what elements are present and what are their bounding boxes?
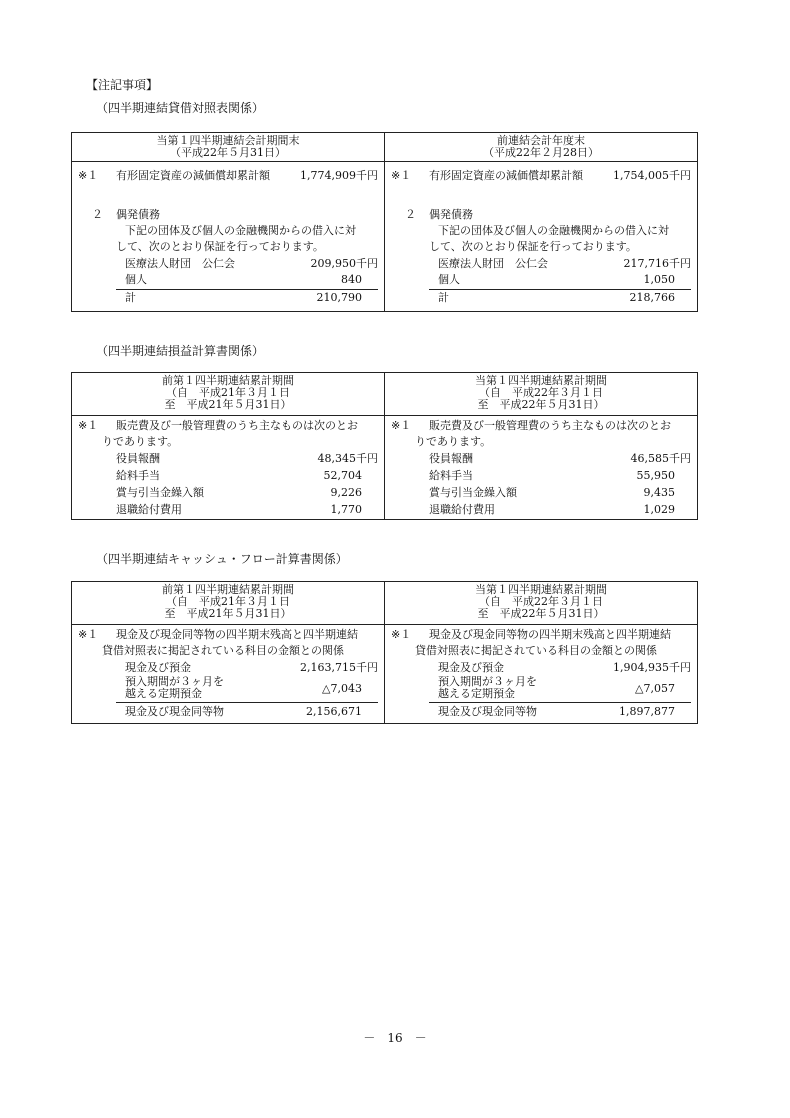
bs-left-sum-rule [116, 289, 378, 290]
bs-left-header-line1: 当第１四半期連結会計期間末 [156, 134, 300, 147]
bs-left-row-value: 210,790 [316, 291, 362, 304]
pl-right-header-line1: 当第１四半期連結累計期間 [475, 374, 607, 387]
pl-left-row-label: 退職給付費用 [116, 503, 182, 516]
bs-right-row-value: 218,766 [629, 291, 675, 304]
pl-right-desc1: 販売費及び一般管理費のうち主なものは次のとお [429, 419, 671, 432]
cf-right-mark: ※１ [391, 628, 412, 641]
cf-right-header-line3: 至 平成22年５月31日） [477, 607, 605, 620]
pl-right-header [385, 373, 698, 416]
pl-notes-table [71, 372, 698, 520]
pl-left-row-label: 賞与引当金繰入額 [116, 486, 204, 499]
cf-right-desc1: 現金及び現金同等物の四半期末残高と四半期連結 [429, 628, 671, 641]
bs-right-sum-rule [429, 289, 691, 290]
cf-section-title: （四半期連結キャッシュ・フロー計算書関係） [96, 552, 348, 566]
bs-left-note1-text: 有形固定資産の減価償却累計額 [116, 169, 270, 182]
cf-right-deposit-label2: 越える定期預金 [438, 687, 515, 700]
pl-right-row-value: 9,435 [643, 486, 675, 499]
bs-section-title: （四半期連結貸借対照表関係） [96, 101, 265, 115]
pl-right-row-label: 役員報酬 [429, 452, 473, 465]
cf-right-header-line1: 当第１四半期連結累計期間 [475, 583, 607, 596]
bs-left-header [72, 133, 385, 162]
pl-right-row-value: 1,029 [643, 503, 675, 516]
cf-right-total-value: 1,897,877 [619, 705, 675, 718]
bs-left-note2-desc1: 下記の団体及び個人の金融機関からの借入に対 [125, 224, 356, 237]
bs-right-row-value: 217,716千円 [623, 257, 691, 270]
pl-left-row-label: 給料手当 [116, 469, 160, 482]
pl-left-header [72, 373, 385, 416]
cf-left-deposit-value: △7,043 [322, 682, 362, 695]
pl-section-title: （四半期連結損益計算書関係） [96, 344, 265, 358]
cf-right-total-label: 現金及び現金同等物 [438, 705, 537, 718]
cf-right-desc2: 貸借対照表に掲記されている科目の金額との関係 [415, 644, 657, 657]
pl-right-mark: ※１ [391, 419, 412, 432]
pl-left-mark: ※１ [78, 419, 99, 432]
pl-left-row-value: 52,704 [323, 469, 362, 482]
cf-right-header [385, 582, 698, 625]
cf-left-deposit-label2: 越える定期預金 [125, 687, 202, 700]
pl-left-header-line3: 至 平成21年５月31日） [164, 398, 292, 411]
pl-left-header-line2: （自 平成21年３月１日 [166, 386, 290, 399]
cf-right-cash-value: 1,904,935千円 [613, 661, 691, 674]
bs-right-note2-title: 偶発債務 [429, 208, 473, 221]
bs-left-row-value: 840 [341, 273, 362, 286]
pl-left-row-value: 48,345千円 [317, 452, 378, 465]
pl-right-body [385, 416, 698, 520]
pl-right-row-label: 退職給付費用 [429, 503, 495, 516]
bs-right-header [385, 133, 698, 162]
bs-right-note1-text: 有形固定資産の減価償却累計額 [429, 169, 583, 182]
cf-right-deposit-label1: 預入期間が３ヶ月を [438, 675, 537, 688]
bs-right-note1-mark: ※１ [391, 169, 412, 182]
pl-left-desc1: 販売費及び一般管理費のうち主なものは次のとお [116, 419, 358, 432]
bs-right-body [385, 162, 698, 312]
pl-right-header-line2: （自 平成22年３月１日 [479, 386, 603, 399]
bs-right-row-label: 個人 [438, 273, 460, 286]
bs-notes-table [71, 132, 698, 312]
cf-left-body [72, 625, 385, 724]
cf-left-header-line2: （自 平成21年３月１日 [166, 595, 290, 608]
bs-left-header-line2: （平成22年５月31日） [170, 146, 286, 159]
pl-right-desc2: りであります。 [415, 435, 492, 448]
bs-right-header-line2: （平成22年２月28日） [483, 146, 599, 159]
notes-heading: 【注記事項】 [86, 78, 159, 92]
pl-right-row-value: 46,585千円 [630, 452, 691, 465]
cf-left-desc2: 貸借対照表に掲記されている科目の金額との関係 [102, 644, 344, 657]
bs-left-note1-mark: ※１ [78, 169, 99, 182]
bs-left-row-label: 個人 [125, 273, 147, 286]
cf-right-cash-label: 現金及び預金 [438, 661, 504, 674]
bs-left-row-label: 計 [125, 291, 136, 304]
cf-right-deposit-value: △7,057 [635, 682, 675, 695]
cf-left-total-label: 現金及び現金同等物 [125, 705, 224, 718]
cf-left-desc1: 現金及び現金同等物の四半期末残高と四半期連結 [116, 628, 358, 641]
bs-right-note2-mark: ２ [405, 208, 416, 221]
cf-left-sum-rule [116, 702, 378, 703]
bs-right-header-line1: 前連結会計年度末 [497, 134, 585, 147]
bs-right-row-value: 1,050 [643, 273, 675, 286]
cf-right-header-line2: （自 平成22年３月１日 [479, 595, 603, 608]
pl-left-row-value: 1,770 [330, 503, 362, 516]
cf-left-total-value: 2,156,671 [306, 705, 362, 718]
pl-right-row-label: 給料手当 [429, 469, 473, 482]
pl-left-row-value: 9,226 [330, 486, 362, 499]
pl-right-header-line3: 至 平成22年５月31日） [477, 398, 605, 411]
bs-left-note2-mark: ２ [92, 208, 103, 221]
pl-right-row-label: 賞与引当金繰入額 [429, 486, 517, 499]
page-number: － 16 － [363, 1031, 427, 1045]
cf-left-mark: ※１ [78, 628, 99, 641]
bs-right-row-label: 計 [438, 291, 449, 304]
bs-right-row-label: 医療法人財団 公仁会 [438, 257, 548, 270]
bs-left-note1-value: 1,774,909千円 [300, 169, 378, 182]
bs-left-body [72, 162, 385, 312]
pl-left-body [72, 416, 385, 520]
cf-right-body [385, 625, 698, 724]
bs-right-note2-desc2: して、次のとおり保証を行っております。 [429, 240, 637, 253]
cf-left-deposit-label1: 預入期間が３ヶ月を [125, 675, 224, 688]
cf-notes-table [71, 581, 698, 724]
bs-left-note2-title: 偶発債務 [116, 208, 160, 221]
pl-left-row-label: 役員報酬 [116, 452, 160, 465]
cf-left-header-line3: 至 平成21年５月31日） [164, 607, 292, 620]
cf-left-cash-value: 2,163,715千円 [300, 661, 378, 674]
cf-left-header-line1: 前第１四半期連結累計期間 [162, 583, 294, 596]
bs-left-note2-desc2: して、次のとおり保証を行っております。 [116, 240, 324, 253]
pl-left-desc2: りであります。 [102, 435, 179, 448]
bs-right-note1-value: 1,754,005千円 [613, 169, 691, 182]
cf-right-sum-rule [429, 702, 691, 703]
pl-right-row-value: 55,950 [636, 469, 675, 482]
pl-left-header-line1: 前第１四半期連結累計期間 [162, 374, 294, 387]
bs-right-note2-desc1: 下記の団体及び個人の金融機関からの借入に対 [438, 224, 669, 237]
cf-left-header [72, 582, 385, 625]
bs-left-row-value: 209,950千円 [310, 257, 378, 270]
cf-left-cash-label: 現金及び預金 [125, 661, 191, 674]
bs-left-row-label: 医療法人財団 公仁会 [125, 257, 235, 270]
